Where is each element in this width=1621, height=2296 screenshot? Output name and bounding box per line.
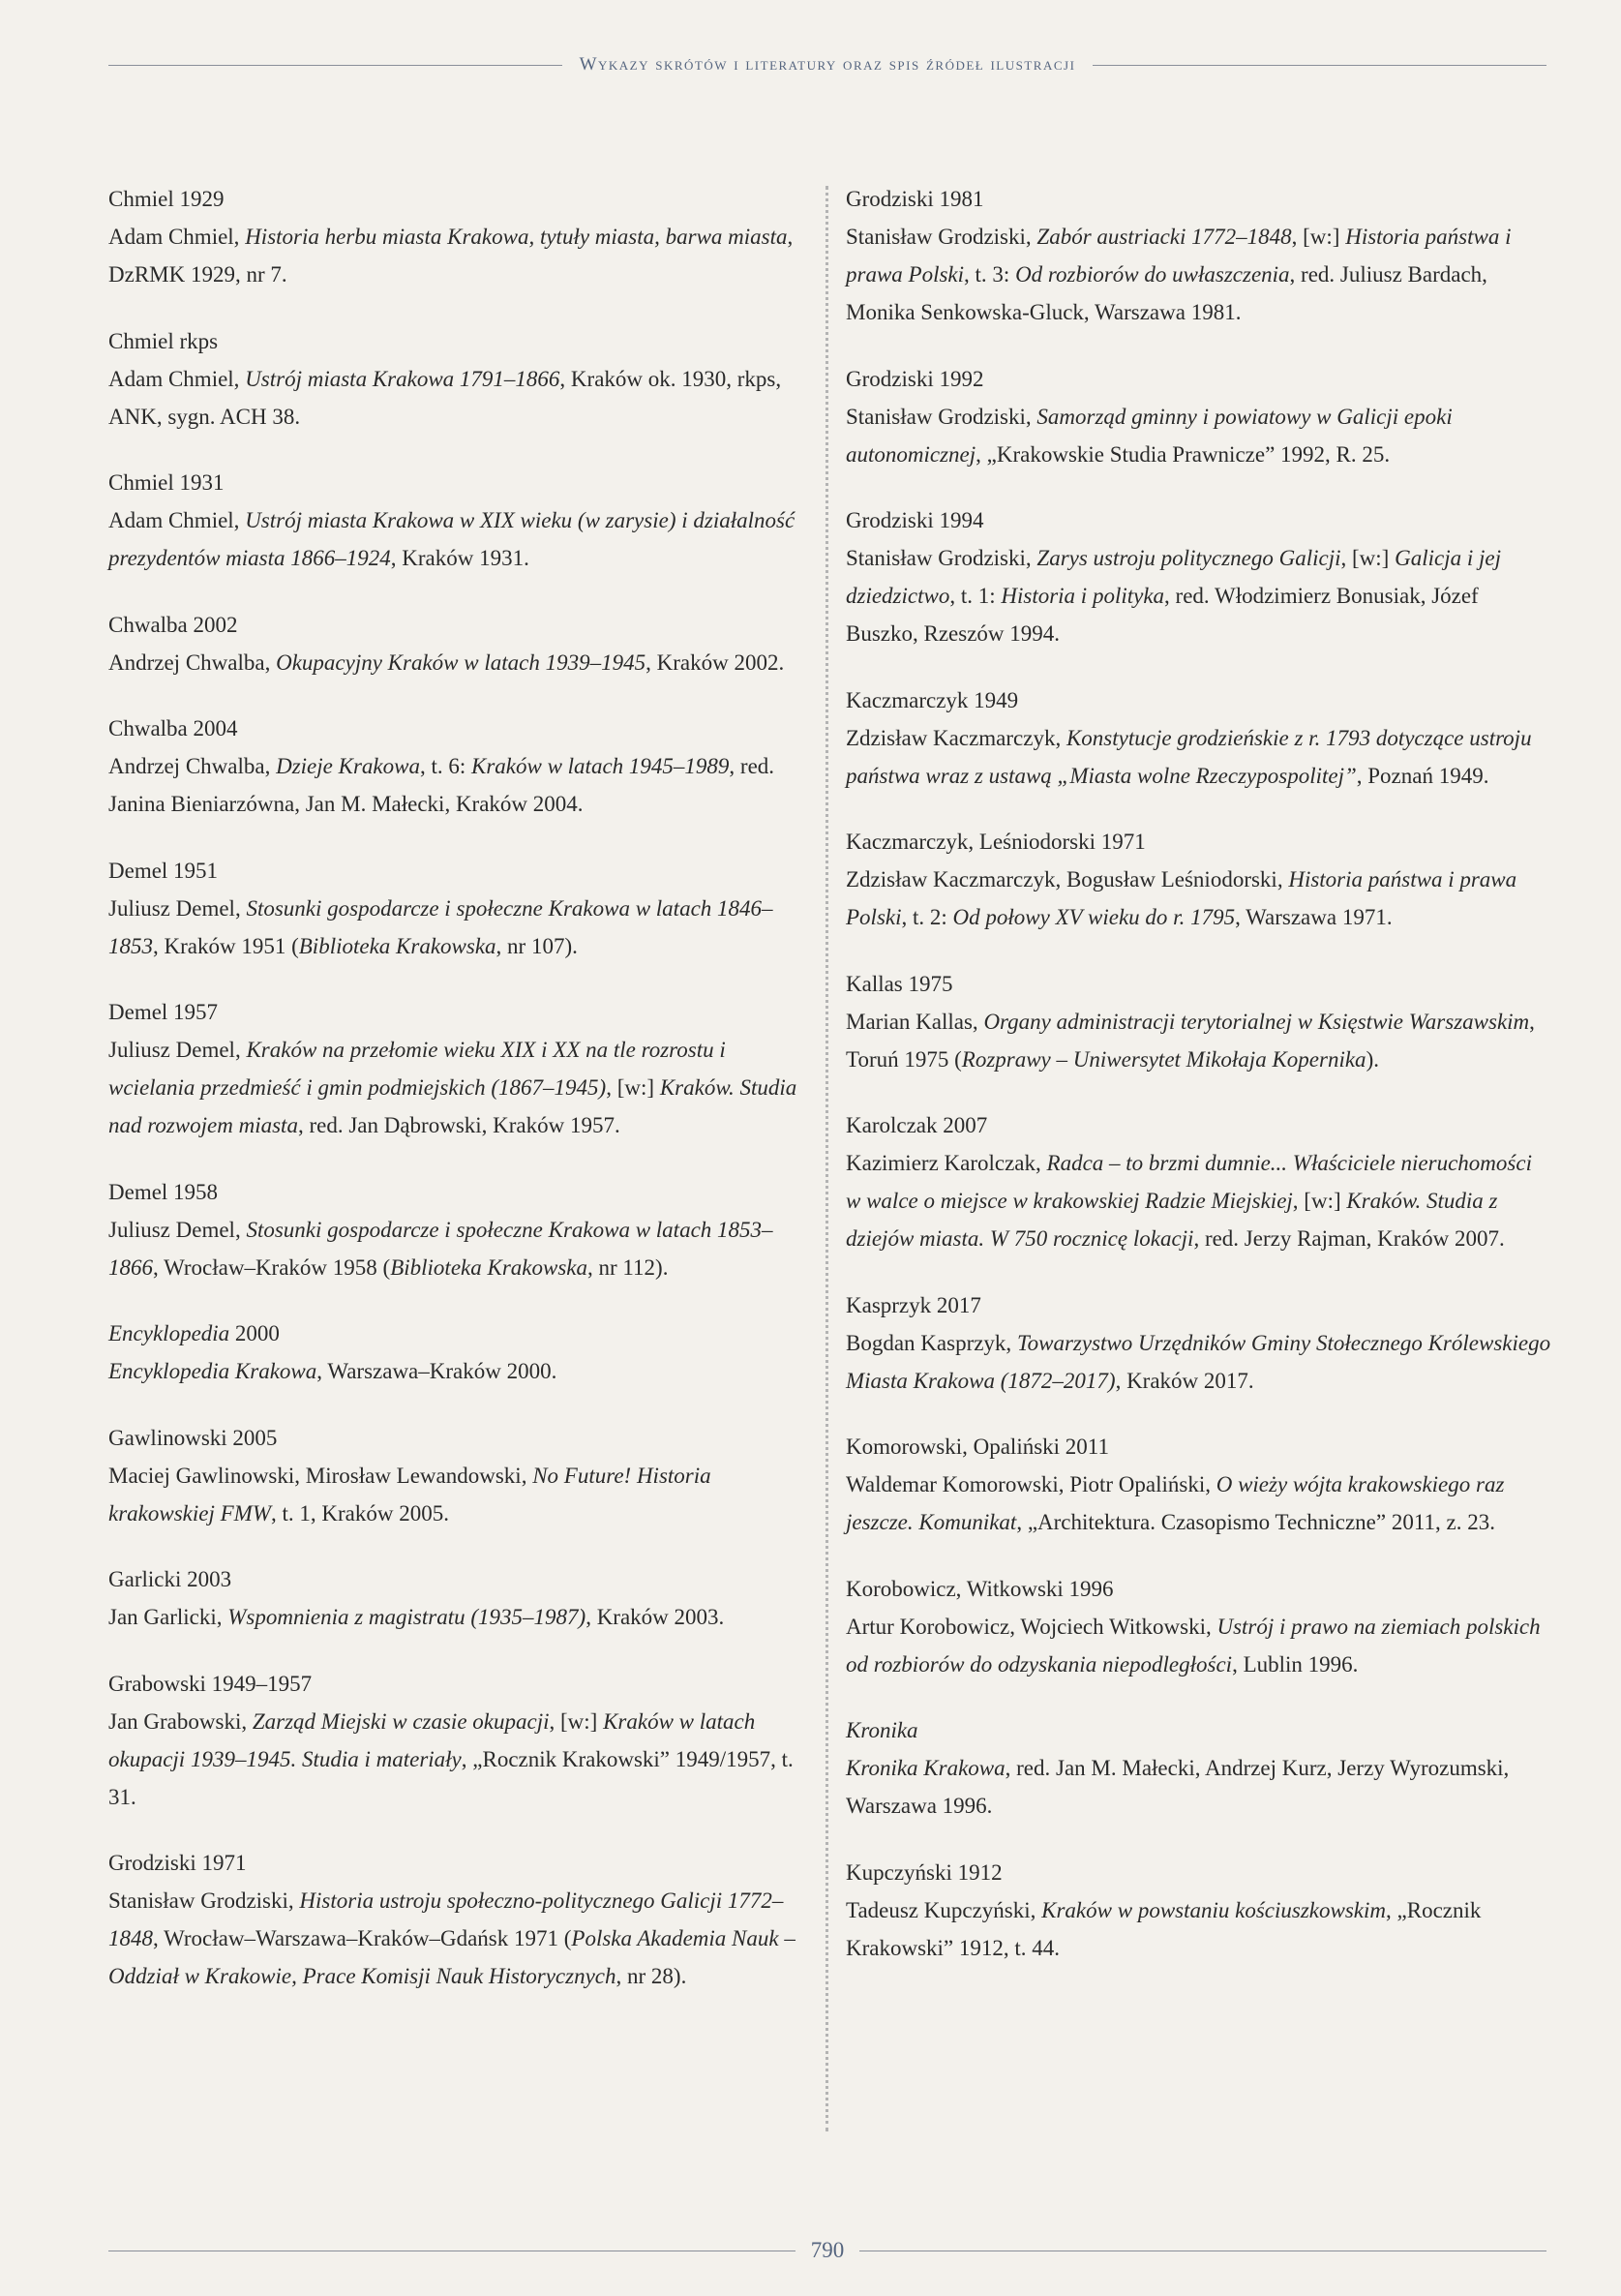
- entry-key: Grodziski 1981: [846, 187, 984, 211]
- entry-key: Grodziski 1994: [846, 508, 984, 532]
- citation-text-segment: , t. 3:: [964, 262, 1016, 287]
- entry-key: Grodziski 1971: [108, 1851, 247, 1875]
- citation-text-segment: Bogdan Kasprzyk,: [846, 1330, 1017, 1355]
- citation-title-segment: Samorząd gminny i powiatowy w Galicji epoki autonomicznej: [846, 404, 1453, 467]
- bibliography-entry: [108, 464, 805, 577]
- citation-title-segment: Zarząd Miejski w czasie okupacji: [252, 1708, 550, 1734]
- bibliography-column-right: [846, 180, 1552, 1995]
- citation-text-segment: Juliusz Demel,: [108, 895, 247, 921]
- citation-title-segment: Galicja i jej dziedzictwo: [846, 546, 1501, 608]
- citation-title-segment: Biblioteka Krakowska: [390, 1254, 587, 1280]
- entry-key: Demel 1957: [108, 1000, 219, 1024]
- citation-title-segment: Kraków. Studia nad rozwojem miasta: [108, 1075, 797, 1137]
- citation-text-segment: Kazimierz Karolczak,: [846, 1151, 1047, 1175]
- citation-text-segment: , Kraków 2002.: [645, 650, 785, 675]
- bibliography-entry: [108, 1419, 805, 1532]
- running-header: [108, 50, 1546, 79]
- page-footer: [108, 2236, 1546, 2265]
- entry-key: Garlicki 2003: [108, 1567, 232, 1591]
- entry-key: Grodziski 1992: [846, 366, 984, 391]
- entry-citation: [108, 1211, 805, 1286]
- citation-title-segment: Wspomnienia z magistratu (1935–1987): [227, 1605, 586, 1629]
- citation-text-segment: Zdzisław Kaczmarczyk, Bogusław Leśniodorski,: [846, 867, 1289, 891]
- citation-text-segment: Stanisław Grodziski,: [846, 546, 1037, 570]
- bibliography-entry: [108, 1560, 805, 1636]
- citation-text-segment: Juliusz Demel,: [108, 1217, 247, 1242]
- entry-key: Kallas 1975: [846, 971, 953, 996]
- entry-key: Chmiel 1929: [108, 187, 225, 211]
- entry-citation: [846, 1003, 1552, 1078]
- bibliography-entry: [108, 1173, 805, 1286]
- citation-text-segment: Maciej Gawlinowski, Mirosław Lewandowski,: [108, 1463, 533, 1488]
- bibliography-entry: [108, 322, 805, 436]
- citation-text-segment: Juliusz Demel,: [108, 1038, 247, 1062]
- citation-title-segment: Organy administracji terytorialnej w Księstwie Warszawskim: [983, 1009, 1530, 1034]
- citation-text-segment: Stanisław Grodziski,: [846, 225, 1037, 249]
- citation-text-segment: , Kraków ok. 1930, rkps, ANK, sygn. ACH 38.: [108, 366, 782, 429]
- citation-text-segment: , t. 6:: [419, 754, 471, 778]
- citation-text-segment: , red. Janina Bieniarzówna, Jan M. Małecki, Kraków 2004.: [108, 754, 775, 816]
- entry-key: Karolczak 2007: [846, 1113, 988, 1137]
- bibliography-entry: [846, 965, 1552, 1078]
- citation-title-segment: Biblioteka Krakowska: [298, 933, 496, 958]
- citation-text-segment: Adam Chmiel,: [108, 366, 246, 391]
- citation-title-segment: Towarzystwo Urzędników Gminy Stołecznego Królewskiego Miasta Krakowa (1872–2017): [846, 1330, 1551, 1393]
- citation-text-segment: , Warszawa–Kraków 2000.: [316, 1359, 557, 1383]
- entry-citation: [846, 1891, 1552, 1967]
- entry-citation: [108, 501, 805, 577]
- citation-text-segment: Artur Korobowicz, Wojciech Witkowski,: [846, 1614, 1217, 1639]
- citation-text-segment: Andrzej Chwalba,: [108, 650, 277, 675]
- citation-text-segment: , nr 28).: [615, 1964, 687, 1988]
- citation-text-segment: , Wrocław–Kraków 1958 (: [153, 1254, 391, 1280]
- entry-key-rest: 2000: [229, 1321, 280, 1345]
- citation-title-segment: No Future! Historia krakowskiej FMW: [108, 1463, 711, 1526]
- bibliography-entry: [846, 1286, 1552, 1400]
- entry-key: [108, 1314, 805, 1352]
- bibliography-entry: [108, 993, 805, 1144]
- entry-key: Korobowicz, Witkowski 1996: [846, 1576, 1114, 1601]
- citation-title-segment: Zarys ustroju politycznego Galicji: [1036, 546, 1341, 570]
- entry-citation: [108, 1598, 805, 1636]
- bibliography-entry: [108, 606, 805, 681]
- citation-title-segment: Ustrój miasta Krakowa 1791–1866: [245, 366, 560, 391]
- entry-citation: [108, 1031, 805, 1144]
- citation-text-segment: , [w:]: [1340, 546, 1396, 570]
- entry-key: Kaczmarczyk, Leśniodorski 1971: [846, 830, 1146, 854]
- citation-text-segment: , [w:]: [1292, 1189, 1347, 1213]
- citation-title-segment: Od połowy XV wieku do r. 1795: [952, 905, 1236, 929]
- citation-text-segment: Adam Chmiel,: [108, 508, 246, 532]
- bibliography-entry: [846, 1570, 1552, 1683]
- bibliography-entry: [108, 1844, 805, 1995]
- citation-title-segment: Dzieje Krakowa: [276, 754, 420, 778]
- entry-key: Komorowski, Opaliński 2011: [846, 1435, 1109, 1459]
- citation-title-segment: Stosunki gospodarcze i społeczne Krakowa w latach 1853–1866: [108, 1217, 773, 1280]
- citation-text-segment: , „Rocznik Krakowski” 1912, t. 44.: [846, 1897, 1482, 1960]
- bibliography-entry: [108, 852, 805, 965]
- citation-title-segment: Kraków w powstaniu kościuszkowskim: [1041, 1897, 1387, 1922]
- bibliography-entry: [846, 823, 1552, 936]
- entry-citation: [846, 1608, 1552, 1683]
- citation-text-segment: Tadeusz Kupczyński,: [846, 1897, 1042, 1922]
- entry-citation: [108, 644, 805, 681]
- citation-text-segment: , Kraków 2003.: [585, 1605, 725, 1629]
- citation-title-segment: Stosunki gospodarcze i społeczne Krakowa w latach 1846–1853: [108, 895, 773, 958]
- page-number: 790: [810, 2238, 845, 2262]
- bibliography-entry: [846, 1106, 1552, 1257]
- entry-citation: [846, 218, 1552, 331]
- citation-text-segment: , „Krakowskie Studia Prawnicze” 1992, R. 25.: [976, 441, 1391, 467]
- bibliography-entry: [108, 1314, 805, 1390]
- citation-text-segment: , nr 107).: [495, 933, 578, 958]
- citation-text-segment: , red. Jerzy Rajman, Kraków 2007.: [1193, 1226, 1505, 1251]
- entry-key-italic: Kronika: [846, 1718, 918, 1742]
- citation-title-segment: Od rozbiorów do uwłaszczenia: [1015, 262, 1290, 287]
- entry-citation: [846, 1465, 1552, 1541]
- citation-text-segment: Jan Grabowski,: [108, 1708, 253, 1734]
- bibliography-entry: [846, 501, 1552, 652]
- bibliography-entry: [108, 710, 805, 823]
- entry-key: Chwalba 2004: [108, 716, 238, 740]
- entry-key: Kupczyński 1912: [846, 1859, 1003, 1885]
- citation-title-segment: Encyklopedia Krakowa: [108, 1359, 317, 1383]
- citation-text-segment: , „Rocznik Krakowski” 1949/1957, t. 31.: [108, 1746, 794, 1809]
- bibliography-entry: [846, 1711, 1552, 1825]
- citation-text-segment: ).: [1366, 1046, 1379, 1072]
- citation-title-segment: Ustrój i prawo na ziemiach polskich od rozbiorów do odzyskania niepodległości: [846, 1614, 1541, 1677]
- citation-title-segment: Kraków. Studia z dziejów miasta. W 750 rocznicę lokacji: [846, 1189, 1498, 1251]
- entry-key: Gawlinowski 2005: [108, 1425, 278, 1450]
- column-divider: [826, 186, 828, 2131]
- entry-key: Chwalba 2002: [108, 612, 238, 637]
- citation-title-segment: Historia herbu miasta Krakowa, tytuły miasta, barwa miasta: [245, 225, 788, 249]
- citation-text-segment: , Toruń 1975 (: [846, 1009, 1535, 1072]
- citation-text-segment: , t. 1, Kraków 2005.: [270, 1500, 449, 1526]
- citation-title-segment: Historia i polityka: [1001, 584, 1165, 608]
- citation-text-segment: , red. Juliusz Bardach, Monika Senkowska-Gluck, Warszawa 1981.: [846, 262, 1487, 324]
- header-rule-left: [108, 65, 562, 66]
- citation-title-segment: Historia ustroju społeczno-politycznego Galicji 1772–1848: [108, 1888, 784, 1950]
- entry-key: [846, 1711, 1552, 1749]
- header-rule-right: [1093, 65, 1546, 66]
- citation-text-segment: , Kraków 1951 (: [153, 933, 299, 958]
- citation-text-segment: Zdzisław Kaczmarczyk,: [846, 725, 1066, 750]
- bibliography-entry: [846, 360, 1552, 473]
- citation-title-segment: Kronika Krakowa: [846, 1756, 1006, 1780]
- entry-citation: [108, 1703, 805, 1816]
- citation-title-segment: Okupacyjny Kraków w latach 1939–1945: [276, 650, 646, 675]
- citation-text-segment: , red. Jan M. Małecki, Andrzej Kurz, Jerzy Wyrozumski, Warszawa 1996.: [846, 1756, 1510, 1818]
- citation-text-segment: , Wrocław–Warszawa–Kraków–Gdańsk 1971 (: [153, 1926, 572, 1950]
- citation-text-segment: , nr 112).: [586, 1254, 669, 1280]
- citation-title-segment: Kraków w latach 1945–1989: [470, 754, 730, 778]
- citation-text-segment: Adam Chmiel,: [108, 225, 246, 249]
- entry-citation: [108, 360, 805, 436]
- citation-title-segment: Radca – to brzmi dumnie... Właściciele nieruchomości w walce o miejsce w krakowskiej Radzie Miejskiej: [846, 1151, 1532, 1213]
- entry-key: Kaczmarczyk 1949: [846, 687, 1019, 712]
- bibliography-entry: [108, 1665, 805, 1816]
- entry-key-italic: Encyklopedia: [108, 1321, 230, 1345]
- entry-citation: [846, 398, 1552, 473]
- bibliography-entry: [108, 180, 805, 293]
- citation-text-segment: Stanisław Grodziski,: [846, 404, 1037, 429]
- entry-citation: [108, 1457, 805, 1532]
- entry-key: Grabowski 1949–1957: [108, 1671, 313, 1696]
- citation-title-segment: Historia państwa i prawa Polski: [846, 867, 1517, 929]
- citation-title-segment: Kraków na przełomie wieku XIX i XX na tle rozrostu i wcielania przedmieść i gmin podmiejskich (1867–1945): [108, 1038, 726, 1100]
- citation-text-segment: , [w:]: [1291, 225, 1346, 249]
- bibliography-entry: [846, 180, 1552, 331]
- citation-title-segment: Ustrój miasta Krakowa w XIX wieku (w zarysie) i działalność prezydentów miasta 1866–1924: [108, 508, 795, 570]
- citation-text-segment: Stanisław Grodziski,: [108, 1888, 300, 1913]
- citation-title-segment: Kraków w latach okupacji 1939–1945. Studia i materiały: [108, 1708, 756, 1771]
- citation-title-segment: Konstytucje grodzieńskie z r. 1793 dotyczące ustroju państwa wraz z ustawą „Miasta wolne Rzeczypospolitej”: [846, 725, 1532, 788]
- entry-citation: [846, 1324, 1552, 1400]
- citation-text-segment: , Kraków 1931.: [390, 546, 529, 570]
- citation-text-segment: , Kraków 2017.: [1115, 1368, 1254, 1393]
- bibliography-entry: [846, 681, 1552, 795]
- citation-text-segment: Marian Kallas,: [846, 1009, 984, 1034]
- bibliography-entry: [846, 1854, 1552, 1967]
- citation-text-segment: , „Architektura. Czasopismo Techniczne” 2011, z. 23.: [1016, 1510, 1495, 1534]
- citation-text-segment: , Lublin 1996.: [1232, 1651, 1359, 1677]
- citation-text-segment: , Warszawa 1971.: [1235, 905, 1393, 929]
- citation-title-segment: Historia państwa i prawa Polski: [846, 225, 1512, 287]
- entry-citation: [846, 1749, 1552, 1825]
- bibliography-entry: [846, 1428, 1552, 1541]
- citation-title-segment: Zabór austriacki 1772–1848: [1036, 225, 1292, 249]
- citation-text-segment: , t. 1:: [949, 584, 1002, 608]
- entry-citation: [846, 539, 1552, 652]
- entry-citation: [108, 747, 805, 823]
- citation-text-segment: Andrzej Chwalba,: [108, 754, 277, 778]
- entry-key: Demel 1958: [108, 1179, 219, 1204]
- citation-text-segment: , DzRMK 1929, nr 7.: [108, 225, 794, 287]
- entry-citation: [108, 1882, 805, 1995]
- entry-key: Demel 1951: [108, 858, 219, 883]
- entry-citation: [846, 719, 1552, 795]
- citation-text-segment: , [w:]: [549, 1708, 604, 1734]
- citation-text-segment: , Poznań 1949.: [1356, 763, 1489, 788]
- entry-citation: [846, 861, 1552, 936]
- entry-citation: [108, 890, 805, 965]
- entry-key: Chmiel 1931: [108, 470, 225, 495]
- entry-key: Chmiel rkps: [108, 328, 219, 353]
- citation-title-segment: O wieży wójta krakowskiego raz jeszcze. Komunikat: [846, 1472, 1505, 1534]
- bibliography-column-left: [108, 180, 805, 2024]
- citation-text-segment: , red. Jan Dąbrowski, Kraków 1957.: [297, 1113, 620, 1137]
- running-header-title: Wykazy skrótów i literatury oraz spis źródeł ilustracji: [579, 54, 1076, 75]
- entry-key: Kasprzyk 2017: [846, 1292, 981, 1317]
- entry-citation: [108, 1352, 805, 1390]
- citation-text-segment: Jan Garlicki,: [108, 1605, 228, 1629]
- citation-text-segment: , red. Włodzimierz Bonusiak, Józef Buszko, Rzeszów 1994.: [846, 584, 1479, 646]
- citation-text-segment: , [w:]: [606, 1075, 660, 1100]
- citation-title-segment: Rozprawy – Uniwersytet Mikołaja Kopernika: [961, 1046, 1366, 1072]
- citation-text-segment: Waldemar Komorowski, Piotr Opaliński,: [846, 1472, 1216, 1496]
- citation-text-segment: , t. 2:: [901, 905, 953, 929]
- entry-citation: [846, 1144, 1552, 1257]
- entry-citation: [108, 218, 805, 293]
- citation-title-segment: Polska Akademia Nauk – Oddział w Krakowie, Prace Komisji Nauk Historycznych: [108, 1926, 795, 1988]
